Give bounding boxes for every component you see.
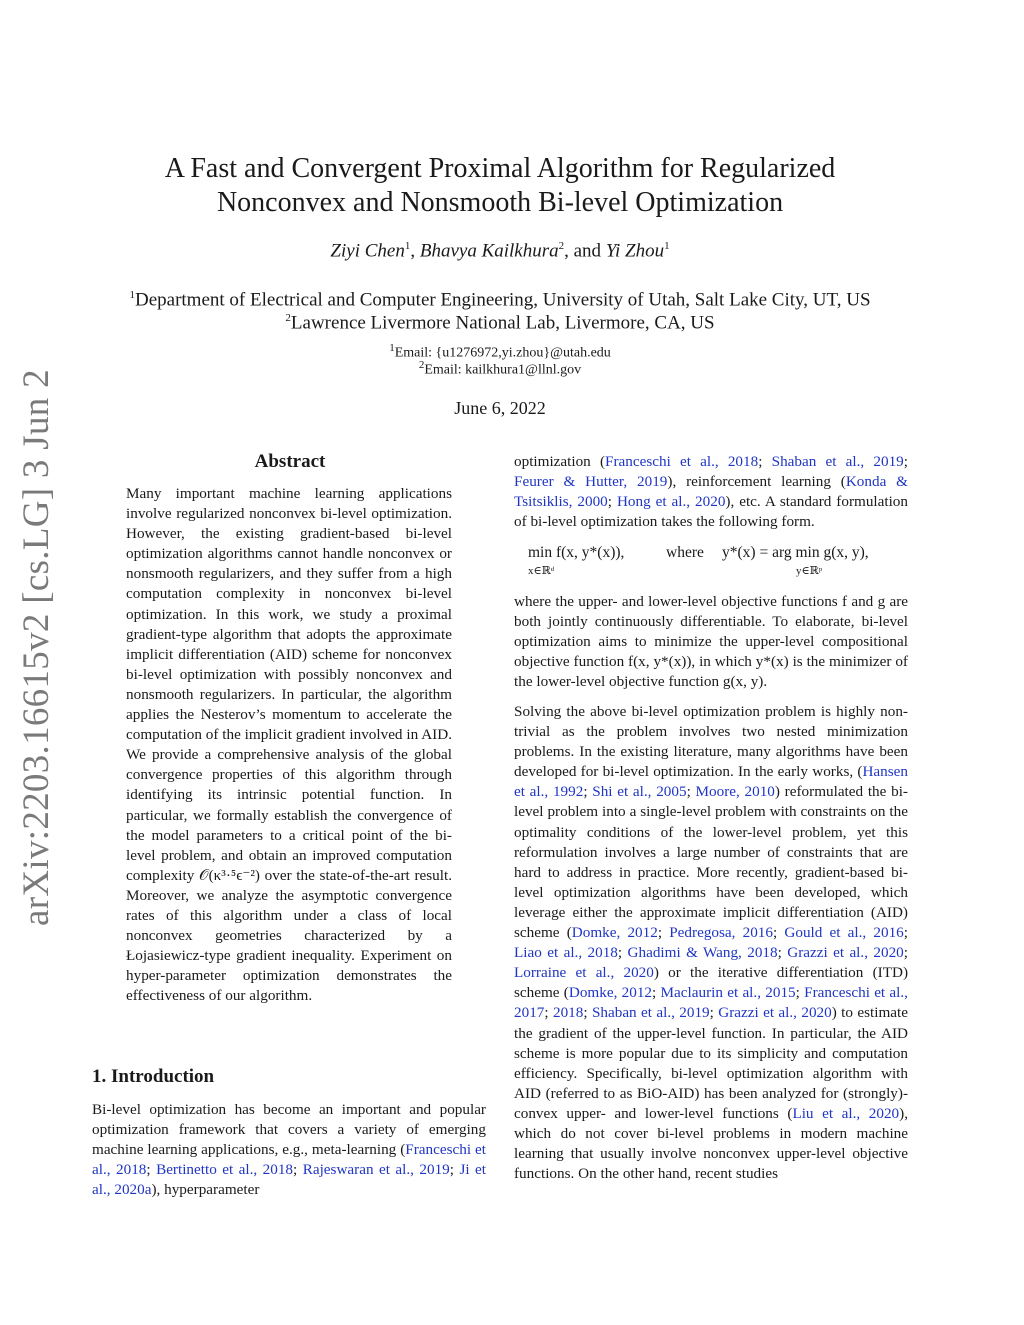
- eq-upper-level: min f(x, y*(x)),: [528, 544, 625, 561]
- citation-link[interactable]: Grazzi et al., 2020: [718, 1004, 832, 1022]
- citation-link[interactable]: Liao et al., 2018: [514, 944, 618, 962]
- citation-link[interactable]: Rajeswaran et al., 2019: [302, 1161, 450, 1179]
- citation-link[interactable]: Maclaurin et al., 2015: [660, 984, 796, 1002]
- affiliation-1: $^1$Department of Electrical and Computer Engineering, University of Utah, Salt Lake City, UT, US: [129, 289, 871, 311]
- citation-link[interactable]: Lorraine et al., 2020: [514, 964, 654, 982]
- paper-title-line-1: A Fast and Convergent Proximal Algorithm for Regularized: [164, 153, 836, 184]
- abstract-heading: Abstract: [254, 451, 326, 472]
- citation-link[interactable]: Shi et al., 2005: [592, 783, 687, 801]
- citation-link[interactable]: Domke, 2012: [571, 924, 658, 942]
- paper-title-line-2: Nonconvex and Nonsmooth Bi-level Optimization: [216, 187, 784, 218]
- bilevel-equation: [520, 544, 910, 580]
- author-1: Ziyi Chen: [330, 240, 405, 262]
- author-3: Yi Zhou: [605, 240, 665, 262]
- eq-lower-level: y*(x) = arg min g(x, y),: [722, 544, 869, 561]
- citation-link[interactable]: Liu et al., 2020: [792, 1104, 900, 1122]
- intro-paragraph-1: Bi-level optimization has become an important and popular optimization framework that covers a variety of emerging machine learning applications, e.g., meta-learning (Franceschi et al., 2018; Bertinetto et al., 2018; Rajeswaran et al., 2019; Ji et al., 2020a), hyperparameter: [92, 1101, 486, 1199]
- citation-link[interactable]: Ji et al., 2020a: [92, 1161, 486, 1199]
- citation-link[interactable]: Grazzi et al., 2020: [787, 944, 904, 962]
- arxiv-side-stamp: [4, 370, 60, 930]
- abstract-body: Many important machine learning applications involve regularized nonconvex bi-level optimization. However, the existing gradient-based bi-level optimization algorithms cannot handle nonconvex or nonsmooth regularizers, and they suffer from a high computation complexity in nonconvex bi-level optimization. In this work, we study a proximal gradient-type algorithm that adopts the approximate implicit differentiation (AID) scheme for nonconvex bi-level optimization with possibly nonconvex and nonsmooth regularizers. In particular, the algorithm applies the Nesterov’s momentum to accelerate the computation of the implicit gradient involved in AID. We provide a comprehensive analysis of the global convergence properties of this algorithm through identifying its intrinsic potential function. In particular, we formally establish the convergence of the model parameters to a critical point of the bi-level problem, and obtain an improved computation complexity 𝒪(κ³·⁵ϵ⁻²) over the state-of-the-art result. Moreover, we analyze the asymptotic convergence rates of this algorithm under a class of local nonconvex geometries characterized by a Łojasiewicz-type gradient inequality. Experiment on hyper-parameter optimization demonstrates the effectiveness of our algorithm.: [126, 485, 452, 1005]
- citation-link[interactable]: Shaban et al., 2019: [591, 1004, 710, 1022]
- citation-link[interactable]: Hansen et al., 1992: [514, 763, 908, 801]
- citation-link[interactable]: Ghadimi & Wang, 2018: [627, 944, 778, 962]
- right-paragraph-2: Solving the above bi-level optimization problem is highly non-trivial as the problem involves two nested minimization problems. In the existing literature, many algorithms have been developed for bi-level optimization. In the early works, (Hansen et al., 1992; Shi et al., 2005; Moore, 2010) reformulated the bi-level problem into a single-level problem with constraints on the optimality conditions of the lower-level problem, yet this reformulation involves a large number of constraints that are hard to address in practice. More recently, gradient-based bi-level optimization algorithms have been developed, which leverage either the approximate implicit differentiation (AID) scheme (Domke, 2012; Pedregosa, 2016; Gould et al., 2016; Liao et al., 2018; Ghadimi & Wang, 2018; Grazzi et al., 2020; Lorraine et al., 2020) or the iterative differentiation (ITD) scheme (Domke, 2012; Maclaurin et al., 2015; Franceschi et al., 2017; 2018; Shaban et al., 2019; Grazzi et al., 2020) to estimate the gradient of the upper-level function. In particular, the AID scheme is more popular due to its simplicity and computation efficiency. Specifically, bi-level optimization algorithm with AID (referred to as BiO-AID) has been analyzed for (strongly)-convex upper- and lower-level functions (Liu et al., 2020), which do not cover bi-level problems in modern machine learning that usually involve nonconvex upper-level objective functions. On the other hand, recent studies: [514, 703, 909, 1183]
- eq-upper-sub: x∈ℝᵈ: [528, 565, 555, 577]
- citation-link[interactable]: Feurer & Hutter, 2019: [514, 473, 668, 491]
- eq-lower-sub: y∈ℝᵖ: [796, 565, 823, 577]
- citation-link[interactable]: Bertinetto et al., 2018: [156, 1161, 294, 1179]
- citation-link[interactable]: Pedregosa, 2016: [669, 924, 773, 942]
- arxiv-stamp-text: arXiv:2203.16615v2 [cs.LG] 3 Jun 2022: [16, 370, 57, 926]
- citation-link[interactable]: Franceschi et al., 2017: [514, 984, 908, 1022]
- citation-link[interactable]: Konda & Tsitsiklis, 2000: [514, 473, 908, 511]
- citation-link[interactable]: Shaban et al., 2019: [771, 453, 904, 470]
- citation-link[interactable]: Franceschi et al., 2018: [605, 453, 759, 470]
- citation-link[interactable]: Franceschi et al., 2018: [92, 1141, 486, 1179]
- right-paragraph-1: where the upper- and lower-level objective functions f and g are both jointly continuously differentiable. To elaborate, bi-level optimization aims to minimize the upper-level compositional objective function f(x, y*(x)), in which y*(x) is the minimizer of the lower-level objective function g(x, y).: [514, 593, 908, 691]
- paper-date: June 6, 2022: [454, 398, 546, 418]
- author-list: Ziyi Chen$^1$, Bhavya Kailkhura$^2$, and Yi Zhou$^1$: [330, 240, 670, 262]
- citation-link[interactable]: Hong et al., 2020: [616, 493, 726, 511]
- citation-link[interactable]: Gould et al., 2016: [784, 924, 904, 942]
- eq-where: where: [666, 544, 704, 561]
- citation-link[interactable]: Moore, 2010: [695, 783, 775, 801]
- email-1: $^1$Email: {u1276972,yi.zhou}@utah.edu: [389, 342, 611, 361]
- citation-link[interactable]: 2018: [552, 1004, 584, 1022]
- affiliation-2: $^2$Lawrence Livermore National Lab, Livermore, CA, US: [285, 312, 715, 334]
- email-2: $^2$Email: kailkhura1@llnl.gov: [418, 359, 582, 378]
- citation-link[interactable]: Domke, 2012: [568, 984, 653, 1002]
- section-heading-introduction: 1. Introduction: [92, 1066, 215, 1087]
- author-2: Bhavya Kailkhura: [419, 240, 559, 262]
- right-paragraph-0: optimization (Franceschi et al., 2018; Shaban et al., 2019; Feurer & Hutter, 2019), reinforcement learning (Konda & Tsitsiklis, 2000; Hong et al., 2020), etc. A standard formulation of bi-level optimization takes the following form.: [514, 453, 908, 531]
